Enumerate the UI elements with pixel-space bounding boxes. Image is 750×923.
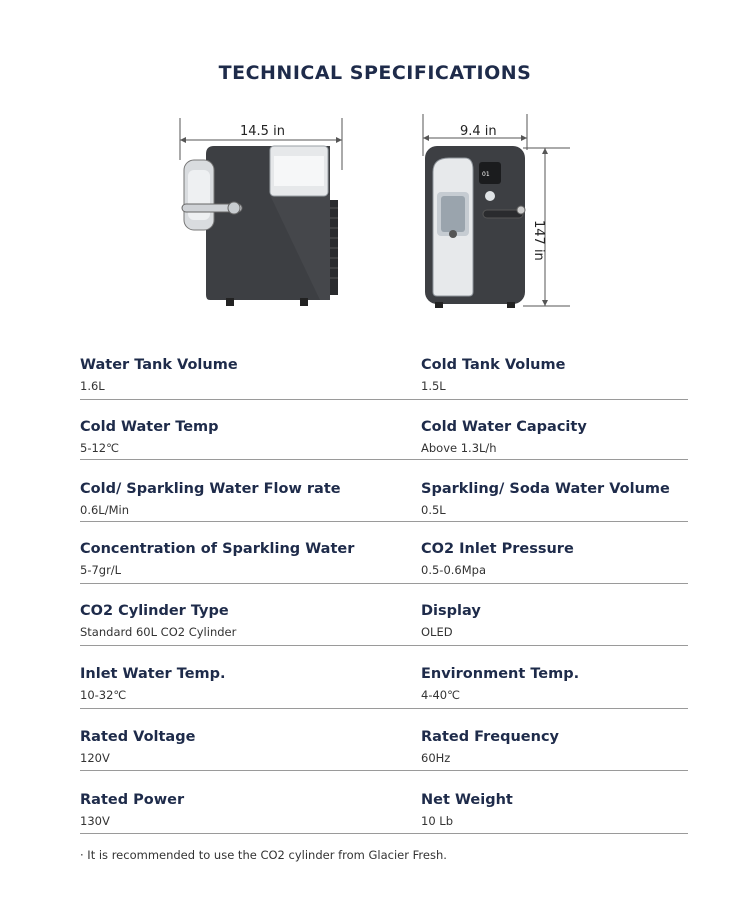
spec-row (80, 522, 688, 584)
spec-value: 0.6L/Min (80, 503, 129, 517)
svg-text:01: 01 (482, 171, 490, 178)
spec-label: Rated Frequency (421, 729, 560, 745)
spec-cell (80, 348, 421, 399)
spec-cell (80, 472, 421, 521)
spec-row (80, 771, 688, 834)
spec-value: 5-7gr/L (80, 563, 122, 577)
spec-value: 1.6L (80, 379, 105, 393)
footnote: · It is recommended to use the CO2 cylinder from Glacier Fresh. (80, 848, 447, 862)
front-view-diagram (415, 110, 585, 315)
spec-label: CO2 Inlet Pressure (421, 541, 574, 557)
spec-value: 0.5-0.6Mpa (421, 563, 486, 577)
spec-cell (421, 532, 688, 583)
spec-value: Standard 60L CO2 Cylinder (80, 625, 237, 639)
spec-label: Display (421, 603, 481, 619)
spec-label: Water Tank Volume (80, 357, 238, 373)
spec-row (80, 460, 688, 522)
spec-value: 1.5L (421, 379, 446, 393)
spec-cell (421, 720, 688, 770)
height-label: 147 in (531, 220, 546, 261)
spec-label: Rated Voltage (80, 729, 196, 745)
spec-label: Cold/ Sparkling Water Flow rate (80, 481, 341, 497)
spec-row (80, 584, 688, 646)
spec-value: 10 Lb (421, 814, 453, 828)
front-width-label: 9.4 in (460, 124, 497, 139)
spec-cell (80, 783, 421, 833)
spec-label: Rated Power (80, 792, 185, 808)
spec-label: Cold Water Capacity (421, 419, 587, 435)
page-title: TECHNICAL SPECIFICATIONS (218, 62, 532, 84)
spec-cell (80, 410, 421, 459)
spec-cell (421, 348, 688, 399)
spec-label: Net Weight (421, 792, 513, 808)
side-width-label: 14.5 in (240, 124, 285, 139)
spec-row (80, 348, 688, 400)
spec-cell (80, 720, 421, 770)
spec-value: 10-32℃ (80, 688, 127, 702)
side-view-diagram (170, 110, 360, 315)
spec-cell (421, 472, 688, 521)
spec-label: Inlet Water Temp. (80, 666, 226, 682)
spec-cell (80, 657, 421, 708)
product-dimension-diagrams (0, 110, 750, 320)
spec-value: 4-40℃ (421, 688, 461, 702)
spec-value: OLED (421, 625, 453, 639)
spec-value: 120V (80, 751, 110, 765)
spec-cell (421, 783, 688, 833)
spec-cell (421, 410, 688, 459)
spec-label: Cold Tank Volume (421, 357, 566, 373)
spec-label: Concentration of Sparkling Water (80, 541, 355, 557)
spec-value: 5-12℃ (80, 441, 120, 455)
spec-cell (80, 594, 421, 645)
spec-value: 60Hz (421, 751, 451, 765)
spec-row (80, 400, 688, 460)
spec-label: Sparkling/ Soda Water Volume (421, 481, 670, 497)
spec-row (80, 646, 688, 709)
spec-value: 0.5L (421, 503, 446, 517)
spec-row (80, 709, 688, 771)
spec-label: Environment Temp. (421, 666, 580, 682)
spec-cell (421, 594, 688, 645)
spec-label: CO2 Cylinder Type (80, 603, 229, 619)
spec-value: Above 1.3L/h (421, 441, 497, 455)
spec-table (80, 348, 688, 834)
spec-cell (80, 532, 421, 583)
spec-value: 130V (80, 814, 110, 828)
spec-label: Cold Water Temp (80, 419, 219, 435)
spec-cell (421, 657, 688, 708)
